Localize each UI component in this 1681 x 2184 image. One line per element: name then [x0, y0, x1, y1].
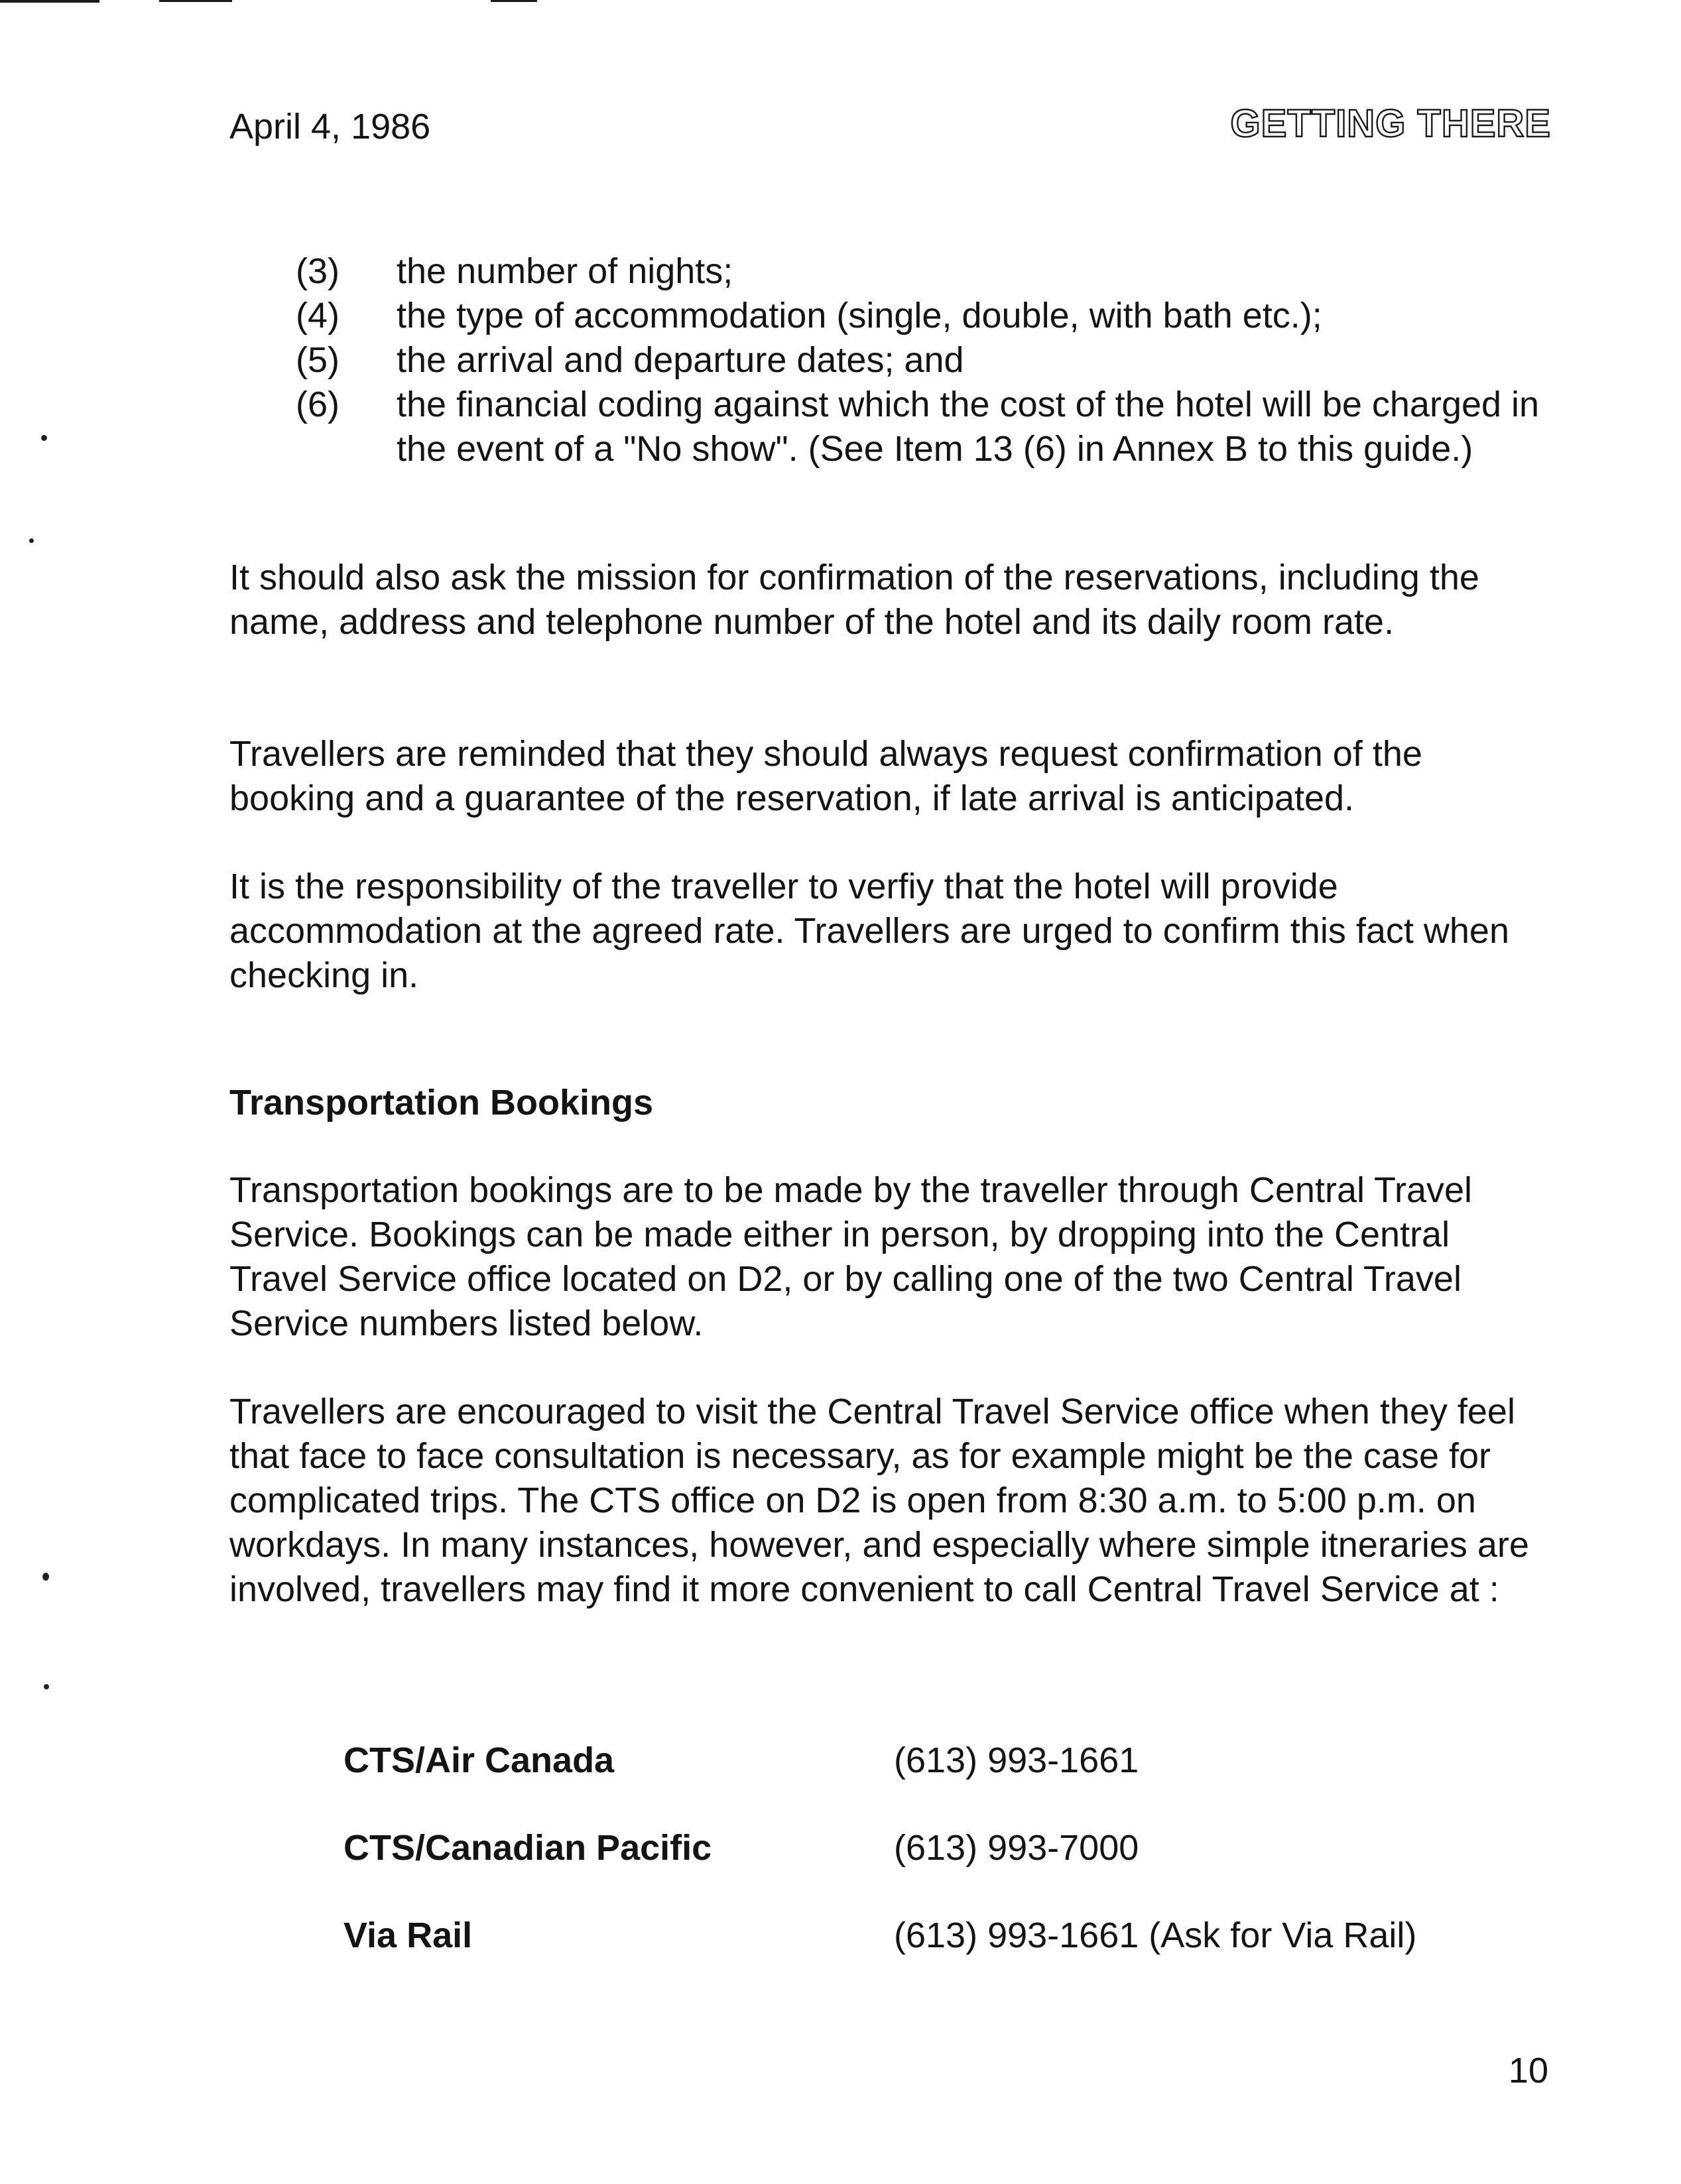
page-number: 10	[1508, 2051, 1548, 2091]
contact-row	[343, 1825, 1537, 1912]
list-number: (5)	[296, 340, 340, 380]
section-heading: Transportation Bookings	[229, 1083, 654, 1122]
reminder-paragraph: Travellers are reminded that they should always request confirmation of the booking and a guarantee of the reservation, if late arrival is anticipated.	[229, 734, 1422, 818]
scan-edge-mark	[491, 0, 537, 2]
list-item	[296, 338, 1556, 383]
scan-speck	[41, 435, 47, 441]
contact-phone: (613) 993-1661 (Ask for Via Rail)	[894, 1915, 1417, 1955]
contact-row	[343, 1737, 1537, 1825]
contact-name: CTS/Air Canada	[343, 1740, 615, 1780]
transport-intro-paragraph: Transportation bookings are to be made by the traveller through Central Travel Service. Bookings can be made either in person, by dropping into the Central Travel Service office located on D2, or by calling one of the two Central Travel Service numbers listed below.	[229, 1170, 1473, 1343]
list-number: (4)	[296, 296, 340, 335]
contact-row	[343, 1912, 1537, 2000]
list-item	[296, 249, 1556, 294]
contact-name: Via Rail	[343, 1915, 473, 1955]
contact-table	[343, 1737, 1537, 2000]
transport-office-paragraph: Travellers are encouraged to visit the Central Travel Service office when they feel that face to face consultation is necessary, as for example might be the case for complicated trips. The CTS office on D2 is open from 8:30 a.m. to 5:00 p.m. on workdays. In many instances, however, and especially where simple itneraries are involved, travellers may find it more convenient to call Central Travel Service at :	[229, 1392, 1529, 1609]
responsibility-paragraph: It is the responsibility of the traveller to verfiy that the hotel will provide accommodation at the agreed rate. Travellers are urged to confirm this fact when checking in.	[229, 867, 1509, 995]
document-date: April 4, 1986	[229, 107, 431, 147]
contact-phone: (613) 993-7000	[894, 1828, 1139, 1868]
confirmation-paragraph: It should also ask the mission for confirmation of the reservations, including the name, address and telephone number of the hotel and its daily room rate.	[229, 558, 1479, 642]
list-item	[296, 294, 1556, 338]
scan-edge-mark	[159, 0, 232, 2]
list-item	[296, 383, 1556, 471]
list-text: the arrival and departure dates; and	[397, 340, 964, 380]
requirements-list	[296, 249, 1556, 471]
scan-speck	[42, 1573, 49, 1581]
contact-name: CTS/Canadian Pacific	[343, 1828, 712, 1868]
list-text: the financial coding against which the cost of the hotel will be charged in the event of a "No show". (See Item 13 (6) in Annex B to this guide.)	[397, 385, 1540, 469]
list-text: the number of nights;	[397, 251, 733, 291]
list-number: (6)	[296, 385, 340, 424]
scan-speck	[29, 538, 34, 543]
contact-phone: (613) 993-1661	[894, 1740, 1139, 1780]
scan-speck	[44, 1684, 49, 1689]
list-number: (3)	[296, 251, 340, 291]
section-tag: GETTING THERE	[1230, 102, 1551, 145]
list-text: the type of accommodation (single, double, with bath etc.);	[397, 296, 1322, 335]
scan-edge-mark	[0, 0, 99, 3]
